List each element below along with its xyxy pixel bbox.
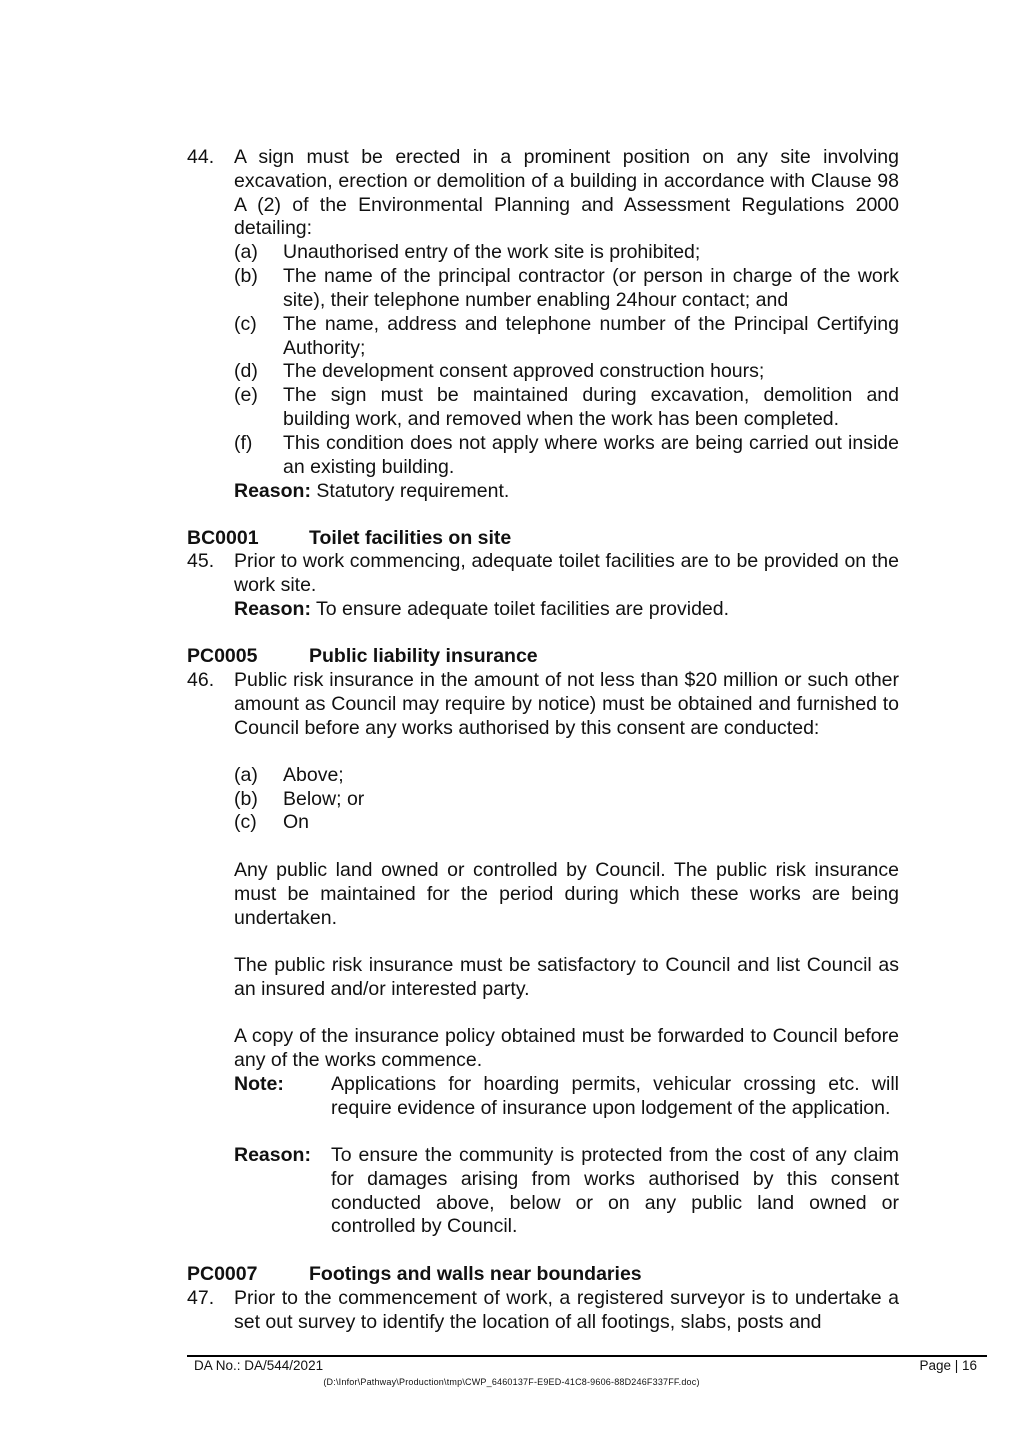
paragraph: A copy of the insurance policy obtained must be forwarded to Council before any of the works commence. <box>234 1025 899 1071</box>
list-item-text: The sign must be maintained during excavation, demolition and building work, and removed when the work has been completed. <box>283 384 899 430</box>
condition-number: 44. <box>187 146 215 168</box>
condition-number: 46. <box>187 669 215 691</box>
footer-file-path: (D:\Infor\Pathway\Production\tmp\CWP_6460137F-E9ED-41C8-9606-88D246F337FF.doc) <box>323 1377 700 1387</box>
list-item-label: (b) <box>234 788 258 810</box>
condition-number: 47. <box>187 1287 215 1309</box>
section-heading: Toilet facilities on site <box>309 527 512 549</box>
list-item-text: The name, address and telephone number of the Principal Certifying Authority; <box>283 313 899 359</box>
condition-text: A sign must be erected in a prominent position on any site involving excavation, erection or demolition of a building in accordance with Clause 98 A (2) of the Environmental Planning and Assessment Regulations 2000 detailing: <box>234 146 899 240</box>
section-code: PC0005 <box>187 645 258 667</box>
list-item-text: Below; or <box>283 788 365 810</box>
condition-text: Prior to work commencing, adequate toilet facilities are to be provided on the work site. <box>234 550 899 596</box>
list-item-label: (a) <box>234 241 258 263</box>
section-heading: Footings and walls near boundaries <box>309 1263 642 1285</box>
list-item-label: (f) <box>234 432 253 454</box>
reason-text: To ensure the community is protected from the cost of any claim for damages arising from works authorised by this consent conducted above, below or on any public land owned or controlled by Council. <box>331 1144 899 1238</box>
reason <box>234 598 899 622</box>
section-code: PC0007 <box>187 1263 258 1285</box>
list-item-label: (b) <box>234 265 258 287</box>
list-item-text: This condition does not apply where works are being carried out inside an existing building. <box>283 432 899 478</box>
section-code: BC0001 <box>187 527 259 549</box>
list-item-text: On <box>283 811 310 833</box>
list-item-text: Unauthorised entry of the work site is prohibited; <box>283 241 701 263</box>
condition-number: 45. <box>187 550 215 572</box>
paragraph: The public risk insurance must be satisfactory to Council and list Council as an insured and/or interested party. <box>234 954 899 1000</box>
footer-da-number: DA No.: DA/544/2021 <box>194 1358 324 1373</box>
condition-text: Public risk insurance in the amount of not less than $20 million or such other amount as Council may require by notice) must be obtained and furnished to Council before any works authorised by this consent are conducted: <box>234 669 899 739</box>
footer-divider <box>187 1355 987 1357</box>
reason <box>234 480 899 504</box>
reason-label: Reason: <box>234 1144 311 1166</box>
list-item-label: (d) <box>234 360 258 382</box>
list-item-text: The name of the principal contractor (or person in charge of the work site), their telephone number enabling 24hour contact; and <box>283 265 899 311</box>
reason-text: To ensure adequate toilet facilities are provided. <box>316 598 730 620</box>
condition-text: Prior to the commencement of work, a registered surveyor is to undertake a set out survey to identify the location of all footings, slabs, posts and <box>234 1287 899 1333</box>
note-label: Note: <box>234 1073 284 1095</box>
reason-label: Reason: <box>234 598 311 620</box>
list-item-text: The development consent approved construction hours; <box>283 360 765 382</box>
note-text: Applications for hoarding permits, vehicular crossing etc. will require evidence of insurance upon lodgement of the application. <box>331 1073 899 1119</box>
footer-page-number: Page | 16 <box>919 1358 977 1373</box>
section-heading: Public liability insurance <box>309 645 538 667</box>
paragraph: Any public land owned or controlled by Council. The public risk insurance must be maintained for the period during which these works are being undertaken. <box>234 859 899 929</box>
reason-text: Statutory requirement. <box>316 480 510 502</box>
list-item-label: (c) <box>234 811 257 833</box>
list-item-label: (c) <box>234 313 257 335</box>
reason-label: Reason: <box>234 480 311 502</box>
list-item-text: Above; <box>283 764 344 786</box>
list-item-label: (e) <box>234 384 258 406</box>
list-item-label: (a) <box>234 764 258 786</box>
